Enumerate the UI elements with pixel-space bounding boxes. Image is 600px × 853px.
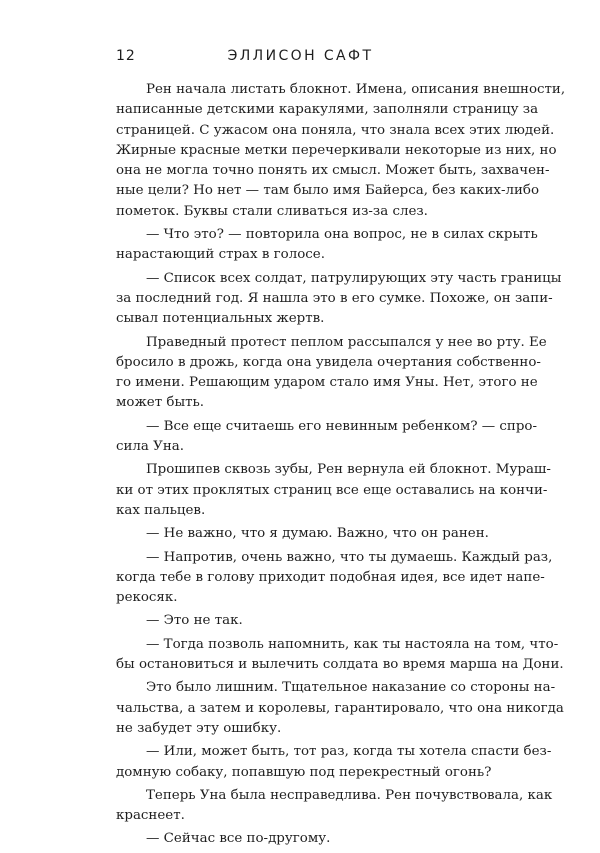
paragraph	[116, 548, 553, 609]
paragraph	[116, 829, 485, 849]
text-line: краснеет.	[116, 808, 185, 824]
paragraph	[116, 460, 551, 521]
text-line: — Что это? — повторила она вопрос, не в силах скрыть	[146, 227, 538, 243]
text-line: — Не важно, что я думаю. Важно, что он ранен.	[146, 526, 489, 542]
page-number: 12	[116, 48, 136, 64]
text-line: страницей. С ужасом она поняла, что знала всех этих людей.	[116, 122, 555, 138]
text-line: Жирные красные метки перечеркивали некоторые из них, но	[116, 142, 557, 158]
text-line: может быть.	[116, 395, 205, 411]
text-line: не забудет эту ошибку.	[116, 720, 282, 736]
paragraph	[116, 678, 564, 739]
text-line: пометок. Буквы стали сливаться из-за слез.	[116, 203, 428, 219]
paragraph	[116, 635, 564, 676]
text-line: рекосяк.	[116, 590, 178, 606]
paragraph	[116, 225, 538, 266]
text-line: нарастающий страх в голосе.	[116, 247, 325, 263]
paragraph	[116, 333, 547, 414]
text-line: домную собаку, попавшую под перекрестный огонь?	[116, 764, 492, 780]
text-line: Это было лишним. Тщательное наказание со стороны на-	[146, 680, 556, 696]
text-line: бросило в дрожь, когда она увидела очертания собственно-	[116, 354, 541, 370]
text-line: за последний год. Я нашла это в его сумке. Похоже, он запи-	[116, 290, 553, 306]
paragraph	[116, 611, 485, 631]
paragraph	[116, 269, 562, 330]
text-line: чальства, а затем и королевы, гарантировало, что она никогда	[116, 700, 564, 716]
text-line: написанные детскими каракулями, заполняли страницу за	[116, 102, 539, 118]
page-header	[116, 48, 485, 68]
running-head-author: ЭЛЛИСОН САФТ	[227, 48, 374, 64]
paragraph	[116, 80, 566, 222]
paragraph	[116, 524, 489, 544]
text-line: ки от этих проклятых страниц все еще оставались на кончи-	[116, 482, 548, 498]
text-line: — Тогда позволь напомнить, как ты настояла на том, что-	[146, 636, 559, 652]
text-line: — Сейчас все по-другому.	[146, 831, 331, 847]
text-line: — Это не так.	[146, 613, 243, 629]
text-line: Прошипев сквозь зубы, Рен вернула ей блокнот. Мураш-	[146, 462, 551, 478]
text-line: — Список всех солдат, патрулирующих эту часть границы	[146, 270, 562, 286]
body-text	[116, 80, 566, 853]
text-line: ках пальцев.	[116, 502, 206, 518]
text-line: го имени. Решающим ударом стало имя Уны. Нет, этого не	[116, 375, 538, 391]
text-line: сывал потенциальных жертв.	[116, 311, 325, 327]
text-line: Праведный протест пеплом рассыпался у нее во рту. Ее	[146, 334, 547, 350]
text-line: ные цели? Но нет — там было имя Байерса, без каких-либо	[116, 183, 540, 199]
paragraph	[116, 417, 537, 458]
text-line: бы остановиться и вылечить солдата во время марша на Дони.	[116, 657, 564, 673]
text-line: она не могла точно понять их смысл. Может быть, захвачен-	[116, 163, 550, 179]
text-line: сила Уна.	[116, 439, 185, 455]
text-line: — Или, может быть, тот раз, когда ты хотела спасти без-	[146, 744, 552, 760]
text-line: когда тебе в голову приходит подобная идея, все идет напе-	[116, 569, 545, 585]
paragraph	[116, 786, 553, 827]
text-line: — Напротив, очень важно, что ты думаешь. Каждый раз,	[146, 549, 553, 565]
text-line: — Все еще считаешь его невинным ребенком? — спро-	[146, 418, 537, 434]
text-line: Рен начала листать блокнот. Имена, описания внешности,	[146, 82, 566, 97]
paragraph	[116, 742, 552, 783]
text-line: Теперь Уна была несправедлива. Рен почувствовала, как	[146, 787, 553, 803]
